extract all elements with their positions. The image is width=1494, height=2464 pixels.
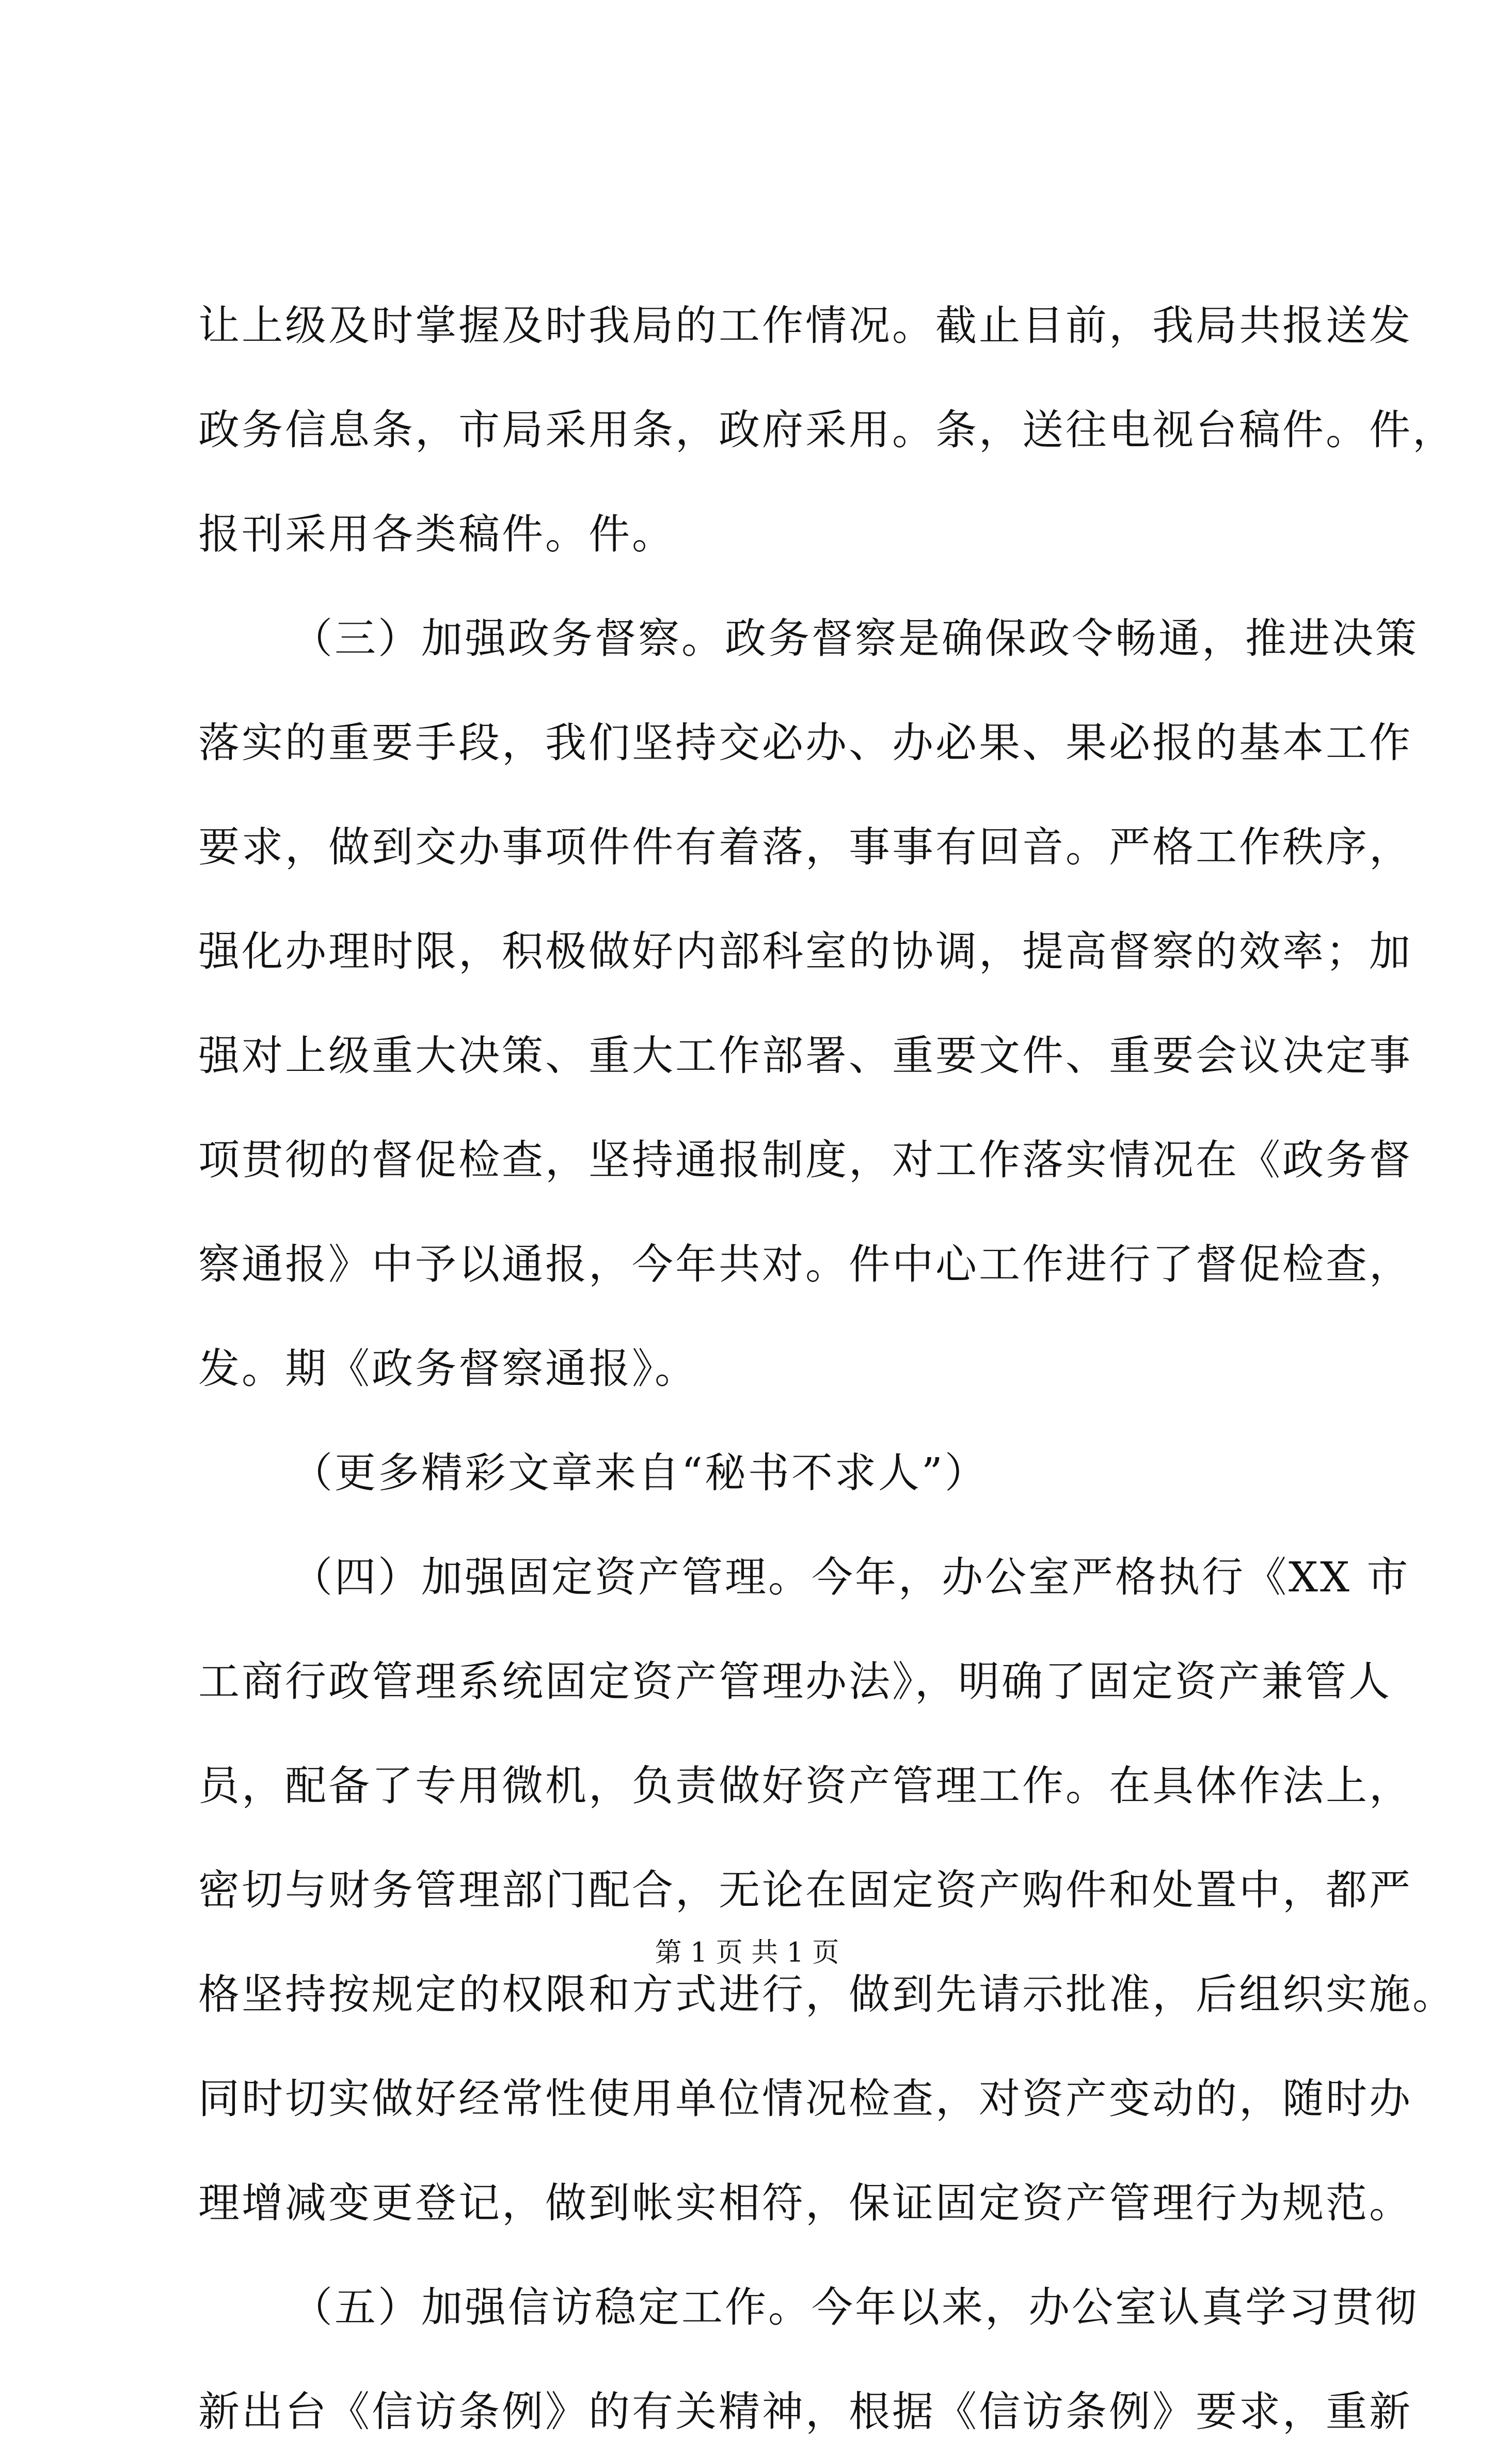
text-line: 落实的重要手段，我们坚持交必办、办必果、果必报的基本工作 (198, 719, 1412, 767)
text-line: 察通报》中予以通报，今年共对。件中心工作进行了督促检查， (198, 1240, 1412, 1288)
paragraph-heading-3: （三）加强政务督察。政务督察是确保政令畅通，推进决策 (291, 614, 1419, 662)
source-note: （更多精彩文章来自“秘书不求人”） (291, 1449, 988, 1497)
text-line: 项贯彻的督促检查，坚持通报制度，对工作落实情况在《政务督 (198, 1136, 1412, 1184)
text-line: 员，配备了专用微机，负责做好资产管理工作。在具体作法上， (198, 1762, 1412, 1810)
text-line: 格坚持按规定的权限和方式进行，做到先请示批准，后组织实施。 (198, 1970, 1456, 2018)
text-line: 发。期《政务督察通报》。 (198, 1345, 698, 1393)
text-line: 政务信息条，市局采用条，政府采用。条，送往电视台稿件。件， (198, 406, 1456, 454)
text-line: 强化办理时限，积极做好内部科室的协调，提高督察的效率；加 (198, 927, 1412, 975)
page-number-footer: 第 1 页 共 1 页 (655, 1937, 839, 1968)
text-line: 新出台《信访条例》的有关精神，根据《信访条例》要求，重新 (198, 2388, 1412, 2436)
text-line: 理增减变更登记，做到帐实相符，保证固定资产管理行为规范。 (198, 2179, 1412, 2227)
text-line: 要求，做到交办事项件件有着落，事事有回音。严格工作秩序， (198, 823, 1412, 871)
document-body (198, 274, 1456, 2464)
text-line: 密切与财务管理部门配合，无论在固定资产购件和处置中，都严 (198, 1866, 1412, 1914)
text-line: 同时切实做好经常性使用单位情况检查，对资产变动的，随时办 (198, 2075, 1412, 2123)
text-line: 工商行政管理系统固定资产管理办法》，明确了固定资产兼管人 (198, 1657, 1392, 1705)
paragraph-heading-4: （四）加强固定资产管理。今年，办公室严格执行《XX 市 (291, 1553, 1410, 1601)
text-line: 强对上级重大决策、重大工作部署、重要文件、重要会议决定事 (198, 1032, 1412, 1080)
text-line: 报刊采用各类稿件。件。 (198, 510, 675, 558)
text-line: 让上级及时掌握及时我局的工作情况。截止目前，我局共报送发 (198, 302, 1412, 350)
paragraph-heading-5: （五）加强信访稳定工作。今年以来，办公室认真学习贯彻 (291, 2283, 1419, 2331)
